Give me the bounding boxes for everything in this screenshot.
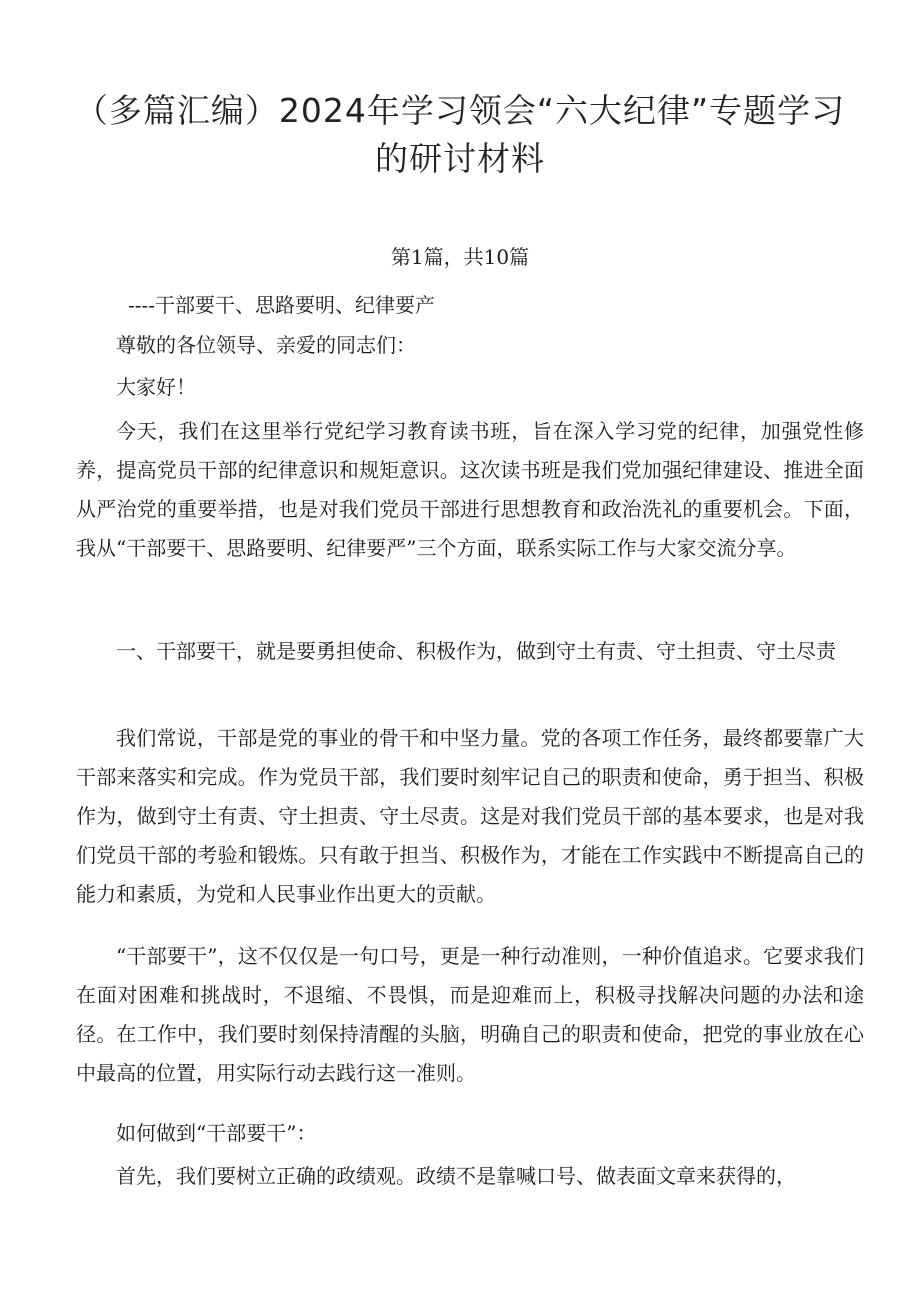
body-paragraph-1: 我们常说，干部是党的事业的骨干和中坚力量。党的各项工作任务，最终都要靠广大干部来落实和完成。作为党员干部，我们要时刻牢记自己的职责和使命，勇于担当、积极作为，做到守土有责、守土担责、守土尽责。这是对我们党员干部的基本要求，也是对我们党员干部的考验和锻炼。只有敢于担当、积极作为，才能在工作实践中不断提高自己的能力和素质，为党和人民事业作出更大的贡献。	[76, 726, 864, 906]
greeting: 大家好！	[116, 375, 196, 399]
body-paragraph-2: “干部要干”，这不仅仅是一句口号，更是一种行动准则，一种价值追求。它要求我们在面对困难和挑战时，不退缩、不畏惧，而是迎难而上，积极寻找解决问题的办法和途径。在工作中，我们要时刻保持清醒的头脑，明确自己的职责和使命，把党的事业放在心中最高的位置，用实际行动去践行这一准则。	[76, 944, 864, 1085]
document-title-line-2: 的研讨材料	[375, 139, 545, 178]
document-title-line-1: （多篇汇编）2024年学习领会“六大纪律”专题学习	[74, 91, 846, 130]
section-heading-1: 一、干部要干，就是要勇担使命、积极作为，做到守土有责、守土担责、守土尽责	[116, 639, 836, 663]
intro-paragraph: 今天，我们在这里举行党纪学习教育读书班，旨在深入学习党的纪律，加强党性修养，提高党员干部的纪律意识和规矩意识。这次读书班是我们党加强纪律建设、推进全面从严治党的重要举措，也是对我们党员干部进行思想教育和政治洗礼的重要机会。下面，我从“干部要干、思路要明、纪律要严”三个方面，联系实际工作与大家交流分享。	[76, 419, 864, 560]
body-paragraph-3: 首先，我们要树立正确的政绩观。政绩不是靠喊口号、做表面文章来获得的，	[116, 1164, 796, 1188]
subheading: 如何做到“干部要干”：	[116, 1121, 317, 1145]
part-label: 第1篇，共10篇	[390, 245, 530, 269]
salutation: 尊敬的各位领导、亲爱的同志们：	[116, 333, 416, 357]
theme-line: ----干部要干、思路要明、纪律要产	[128, 293, 436, 317]
